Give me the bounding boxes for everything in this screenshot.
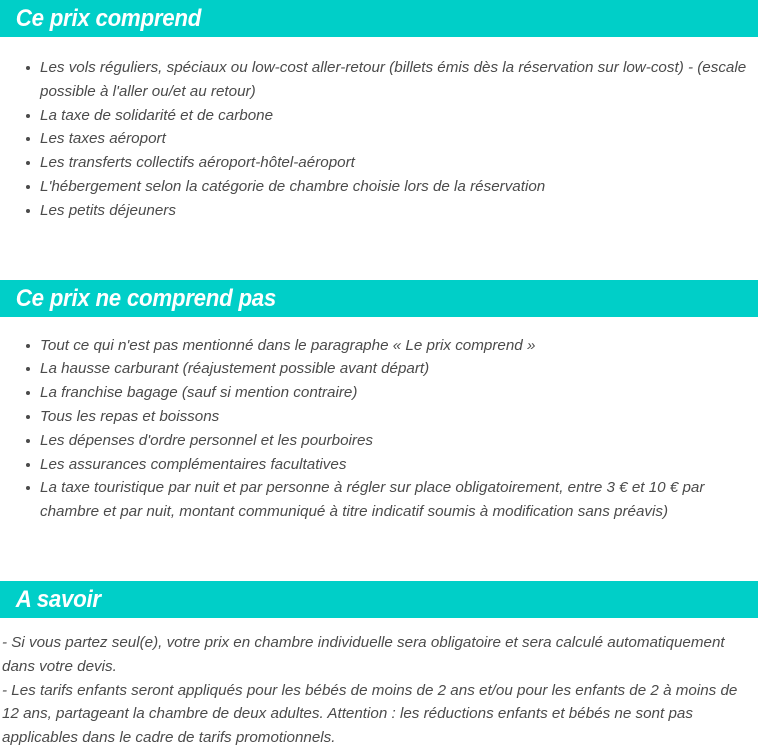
list-item-text: Les vols réguliers, spéciaux ou low-cost aller-retour (billets émis dès la réservation sur low-cost) - (escale possible à l'aller ou/et au retour) [40,59,747,100]
list-item-text: Les assurances complémentaires facultatives [40,455,347,473]
list-item [0,429,758,453]
list-item-text: L'hébergement selon la catégorie de chambre choisie lors de la réservation [40,177,546,195]
list-item-text: Les transferts collectifs aéroport-hôtel-aéroport [40,154,355,172]
not-included-list [0,334,758,524]
list-item-text: Les dépenses d'ordre personnel et les pourboires [40,431,374,449]
list-item-text: La taxe de solidarité et de carbone [40,106,274,124]
good-to-know-body [0,631,758,750]
list-item [0,104,758,128]
list-item [0,127,758,151]
list-item-text: Tous les repas et boissons [40,407,220,425]
paragraph: - Les tarifs enfants seront appliqués pour les bébés de moins de 2 ans et/ou pour les enfants de 2 à moins de 12 ans, partageant la chambre de deux adultes. Attention : les réductions enfants et bébés ne sont pas applicables dans le cadre de tarifs promotionnels. [2,681,738,747]
section-header-included [0,0,758,37]
list-item [0,357,758,381]
list-item-text: La hausse carburant (réajustement possible avant départ) [40,360,430,378]
list-item-text: La franchise bagage (sauf si mention contraire) [40,384,358,402]
spacer [0,317,758,334]
list-item [0,476,758,524]
spacer [0,524,758,581]
list-item [0,334,758,358]
included-list [0,56,758,223]
list-item [0,199,758,223]
list-item-text: Les taxes aéroport [40,130,166,148]
section-title-not-included: Ce prix ne comprend pas [0,280,758,317]
list-item [0,56,758,104]
list-item [0,381,758,405]
list-item [0,175,758,199]
section-header-good-to-know [0,581,758,618]
spacer [0,223,758,280]
list-item-text: La taxe touristique par nuit et par personne à régler sur place obligatoirement, entre 3 € et 10 € par chambre et par nuit, montant communiqué à titre indicatif soumis à modification sans préavis) [40,479,705,521]
section-header-not-included [0,280,758,317]
list-item-text: Les petits déjeuners [40,201,176,219]
section-title-good-to-know: A savoir [0,581,758,618]
spacer [0,37,758,56]
section-title-included: Ce prix comprend [0,0,758,37]
spacer [0,618,758,631]
list-item-text: Tout ce qui n'est pas mentionné dans le paragraphe « Le prix comprend » [40,336,536,354]
list-item [0,453,758,477]
list-item [0,405,758,429]
list-item [0,151,758,175]
paragraph: - Si vous partez seul(e), votre prix en chambre individuelle sera obligatoire et sera calculé automatiquement dans votre devis. [2,633,725,675]
